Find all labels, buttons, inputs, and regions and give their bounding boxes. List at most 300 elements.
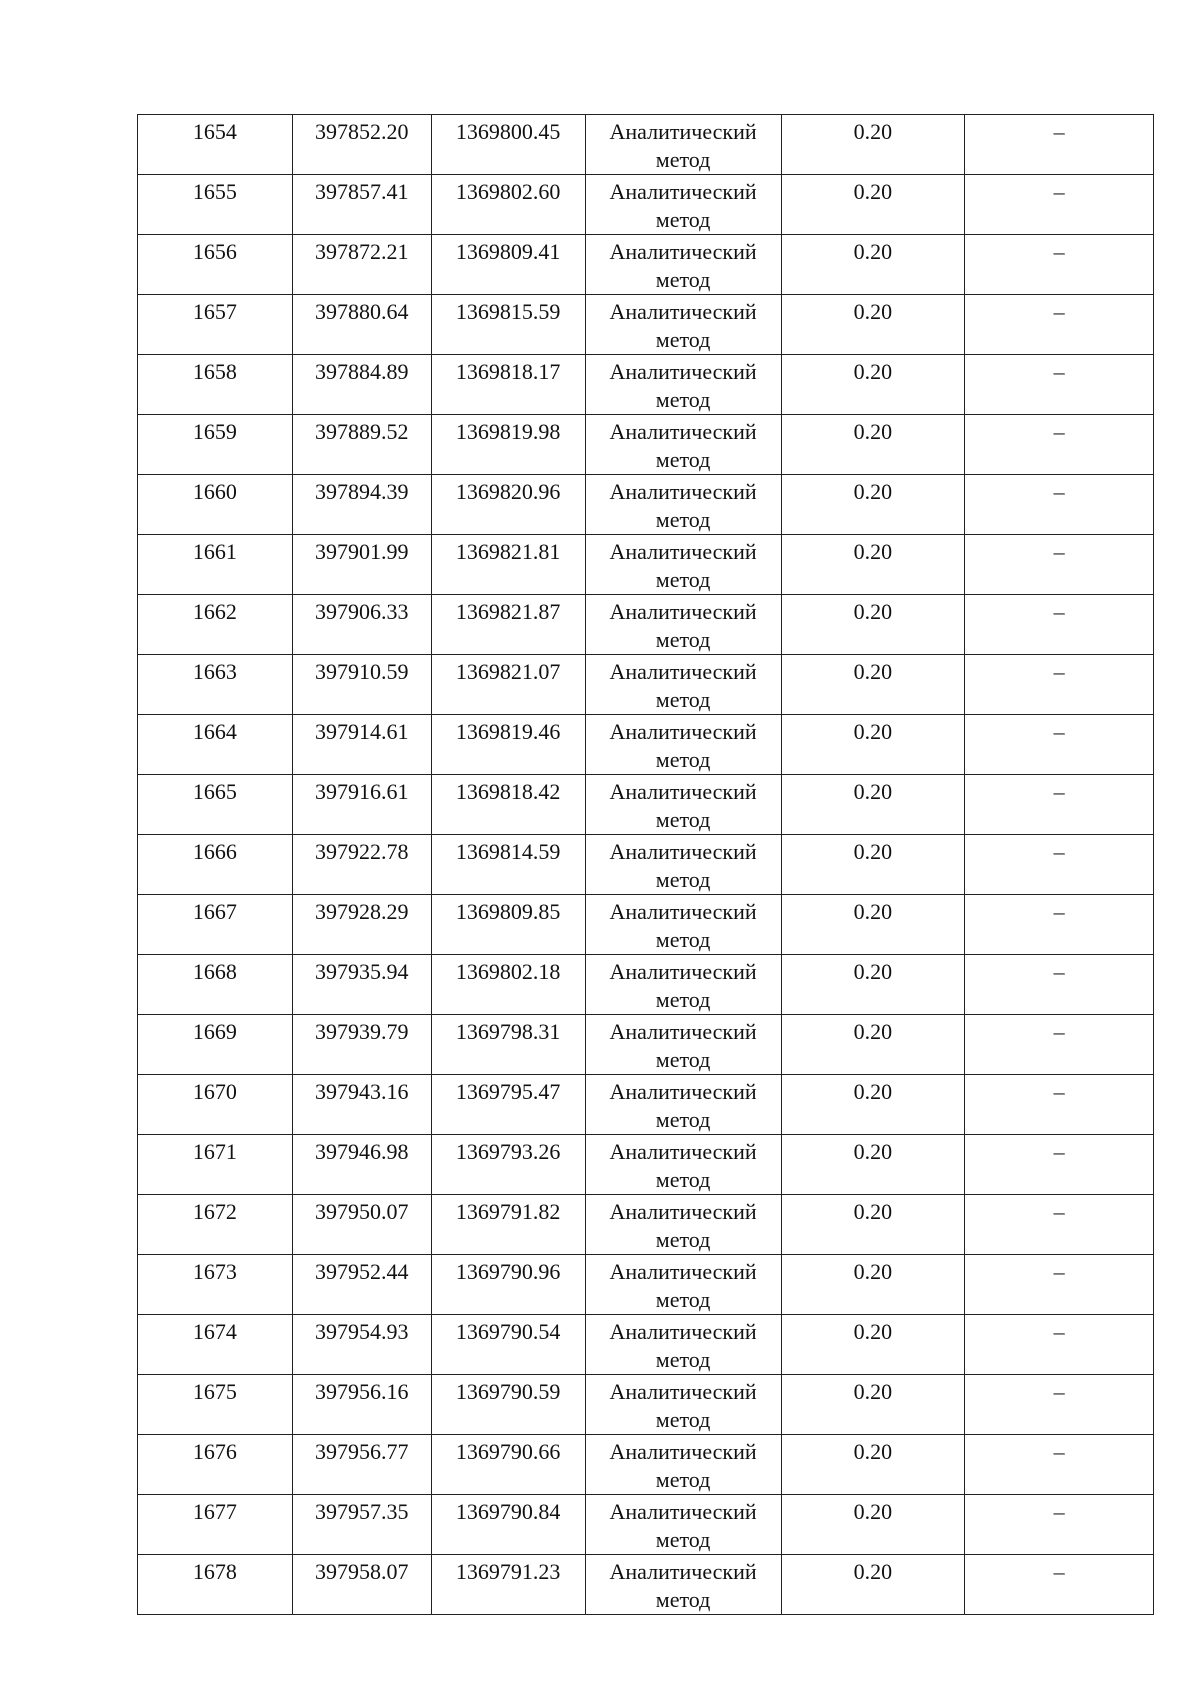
method-cell-text: Аналитический метод [609, 659, 757, 712]
table-row [138, 1195, 1154, 1255]
x-coordinate-cell-text: 397914.61 [315, 719, 409, 744]
note-cell [965, 1075, 1154, 1135]
y-coordinate-cell-text: 1369815.59 [455, 299, 561, 324]
point-number-cell [138, 415, 293, 475]
y-coordinate-cell [431, 595, 585, 655]
note-cell [965, 1375, 1154, 1435]
y-coordinate-cell [431, 1015, 585, 1075]
method-cell [585, 655, 781, 715]
method-cell [585, 1135, 781, 1195]
method-cell [585, 1015, 781, 1075]
x-coordinate-cell [292, 895, 431, 955]
y-coordinate-cell [431, 115, 585, 175]
x-coordinate-cell [292, 595, 431, 655]
note-cell [965, 1195, 1154, 1255]
point-number-cell [138, 835, 293, 895]
y-coordinate-cell [431, 355, 585, 415]
note-cell-text: – [1053, 1199, 1065, 1224]
table-row [138, 655, 1154, 715]
note-cell [965, 475, 1154, 535]
accuracy-cell-text: 0.20 [853, 419, 893, 444]
point-number-cell-text: 1663 [192, 659, 237, 684]
point-number-cell [138, 115, 293, 175]
note-cell [965, 775, 1154, 835]
point-number-cell [138, 355, 293, 415]
y-coordinate-cell-text: 1369790.96 [455, 1259, 561, 1284]
point-number-cell-text: 1665 [192, 779, 237, 804]
coordinates-table-body [138, 115, 1154, 1615]
point-number-cell [138, 1555, 293, 1615]
method-cell-text: Аналитический метод [609, 839, 757, 892]
accuracy-cell-text: 0.20 [853, 299, 893, 324]
note-cell [965, 1555, 1154, 1615]
x-coordinate-cell-text: 397935.94 [315, 959, 409, 984]
table-row [138, 535, 1154, 595]
y-coordinate-cell-text: 1369809.41 [455, 239, 561, 264]
method-cell [585, 895, 781, 955]
table-row [138, 1255, 1154, 1315]
x-coordinate-cell-text: 397910.59 [315, 659, 409, 684]
x-coordinate-cell-text: 397939.79 [315, 1019, 409, 1044]
table-row [138, 715, 1154, 775]
table-row [138, 1555, 1154, 1615]
method-cell-text: Аналитический метод [609, 299, 757, 352]
accuracy-cell-text: 0.20 [853, 779, 893, 804]
method-cell-text: Аналитический метод [609, 959, 757, 1012]
accuracy-cell [781, 835, 965, 895]
method-cell [585, 1375, 781, 1435]
point-number-cell-text: 1657 [192, 299, 237, 324]
table-row [138, 115, 1154, 175]
accuracy-cell-text: 0.20 [853, 479, 893, 504]
accuracy-cell [781, 1375, 965, 1435]
note-cell-text: – [1053, 299, 1065, 324]
x-coordinate-cell [292, 295, 431, 355]
point-number-cell-text: 1670 [192, 1079, 237, 1104]
table-row [138, 1375, 1154, 1435]
method-cell [585, 535, 781, 595]
y-coordinate-cell-text: 1369814.59 [455, 839, 561, 864]
x-coordinate-cell-text: 397880.64 [315, 299, 409, 324]
table-row [138, 1075, 1154, 1135]
note-cell [965, 655, 1154, 715]
note-cell-text: – [1053, 779, 1065, 804]
y-coordinate-cell-text: 1369795.47 [455, 1079, 561, 1104]
point-number-cell-text: 1658 [192, 359, 237, 384]
method-cell [585, 1495, 781, 1555]
method-cell [585, 1315, 781, 1375]
table-row [138, 955, 1154, 1015]
accuracy-cell-text: 0.20 [853, 959, 893, 984]
method-cell [585, 1195, 781, 1255]
accuracy-cell [781, 235, 965, 295]
note-cell [965, 235, 1154, 295]
method-cell-text: Аналитический метод [609, 1319, 757, 1372]
accuracy-cell-text: 0.20 [853, 119, 893, 144]
note-cell [965, 355, 1154, 415]
y-coordinate-cell [431, 235, 585, 295]
x-coordinate-cell-text: 397872.21 [315, 239, 409, 264]
y-coordinate-cell [431, 775, 585, 835]
table-row [138, 595, 1154, 655]
y-coordinate-cell [431, 655, 585, 715]
point-number-cell [138, 715, 293, 775]
table-row [138, 895, 1154, 955]
accuracy-cell-text: 0.20 [853, 599, 893, 624]
point-number-cell-text: 1677 [192, 1499, 237, 1524]
accuracy-cell-text: 0.20 [853, 1139, 893, 1164]
y-coordinate-cell [431, 1375, 585, 1435]
point-number-cell-text: 1674 [192, 1319, 237, 1344]
point-number-cell-text: 1675 [192, 1379, 237, 1404]
method-cell [585, 115, 781, 175]
point-number-cell-text: 1655 [192, 179, 237, 204]
x-coordinate-cell [292, 655, 431, 715]
method-cell-text: Аналитический метод [609, 719, 757, 772]
table-row [138, 1015, 1154, 1075]
method-cell-text: Аналитический метод [609, 599, 757, 652]
y-coordinate-cell [431, 835, 585, 895]
x-coordinate-cell-text: 397884.89 [315, 359, 409, 384]
x-coordinate-cell-text: 397946.98 [315, 1139, 409, 1164]
point-number-cell [138, 895, 293, 955]
x-coordinate-cell-text: 397954.93 [315, 1319, 409, 1344]
accuracy-cell [781, 955, 965, 1015]
point-number-cell-text: 1672 [192, 1199, 237, 1224]
y-coordinate-cell-text: 1369798.31 [455, 1019, 561, 1044]
note-cell-text: – [1053, 899, 1065, 924]
note-cell-text: – [1053, 839, 1065, 864]
x-coordinate-cell [292, 1075, 431, 1135]
method-cell-text: Аналитический метод [609, 899, 757, 952]
point-number-cell [138, 295, 293, 355]
method-cell-text: Аналитический метод [609, 1139, 757, 1192]
note-cell-text: – [1053, 1439, 1065, 1464]
point-number-cell [138, 1375, 293, 1435]
accuracy-cell-text: 0.20 [853, 1019, 893, 1044]
accuracy-cell-text: 0.20 [853, 1499, 893, 1524]
x-coordinate-cell-text: 397852.20 [315, 119, 409, 144]
accuracy-cell [781, 1495, 965, 1555]
x-coordinate-cell [292, 1255, 431, 1315]
table-row [138, 835, 1154, 895]
method-cell [585, 355, 781, 415]
accuracy-cell [781, 415, 965, 475]
accuracy-cell [781, 1555, 965, 1615]
y-coordinate-cell-text: 1369819.98 [455, 419, 561, 444]
accuracy-cell-text: 0.20 [853, 1379, 893, 1404]
method-cell-text: Аналитический метод [609, 779, 757, 832]
x-coordinate-cell-text: 397952.44 [315, 1259, 409, 1284]
point-number-cell-text: 1659 [192, 419, 237, 444]
table-row [138, 175, 1154, 235]
table-row [138, 355, 1154, 415]
x-coordinate-cell [292, 235, 431, 295]
point-number-cell-text: 1671 [192, 1139, 237, 1164]
point-number-cell-text: 1676 [192, 1439, 237, 1464]
method-cell-text: Аналитический метод [609, 1499, 757, 1552]
x-coordinate-cell-text: 397916.61 [315, 779, 409, 804]
y-coordinate-cell [431, 1255, 585, 1315]
method-cell-text: Аналитический метод [609, 1379, 757, 1432]
accuracy-cell [781, 295, 965, 355]
note-cell [965, 175, 1154, 235]
note-cell-text: – [1053, 179, 1065, 204]
point-number-cell [138, 775, 293, 835]
y-coordinate-cell-text: 1369793.26 [455, 1139, 561, 1164]
x-coordinate-cell [292, 115, 431, 175]
y-coordinate-cell-text: 1369790.54 [455, 1319, 561, 1344]
y-coordinate-cell-text: 1369790.59 [455, 1379, 561, 1404]
accuracy-cell [781, 1315, 965, 1375]
y-coordinate-cell-text: 1369802.18 [455, 959, 561, 984]
accuracy-cell-text: 0.20 [853, 719, 893, 744]
method-cell [585, 295, 781, 355]
x-coordinate-cell [292, 1555, 431, 1615]
y-coordinate-cell-text: 1369791.82 [455, 1199, 561, 1224]
accuracy-cell-text: 0.20 [853, 1439, 893, 1464]
table-row [138, 1135, 1154, 1195]
note-cell [965, 595, 1154, 655]
x-coordinate-cell-text: 397906.33 [315, 599, 409, 624]
accuracy-cell-text: 0.20 [853, 1199, 893, 1224]
accuracy-cell-text: 0.20 [853, 539, 893, 564]
x-coordinate-cell-text: 397957.35 [315, 1499, 409, 1524]
y-coordinate-cell [431, 1495, 585, 1555]
method-cell-text: Аналитический метод [609, 1259, 757, 1312]
point-number-cell [138, 475, 293, 535]
accuracy-cell [781, 355, 965, 415]
x-coordinate-cell [292, 415, 431, 475]
accuracy-cell [781, 655, 965, 715]
method-cell [585, 1075, 781, 1135]
note-cell [965, 115, 1154, 175]
note-cell-text: – [1053, 659, 1065, 684]
accuracy-cell [781, 1135, 965, 1195]
table-row [138, 775, 1154, 835]
point-number-cell [138, 1255, 293, 1315]
x-coordinate-cell [292, 955, 431, 1015]
point-number-cell-text: 1669 [192, 1019, 237, 1044]
accuracy-cell-text: 0.20 [853, 1559, 893, 1584]
point-number-cell [138, 1435, 293, 1495]
x-coordinate-cell [292, 1375, 431, 1435]
y-coordinate-cell [431, 1435, 585, 1495]
x-coordinate-cell-text: 397958.07 [315, 1559, 409, 1584]
point-number-cell [138, 175, 293, 235]
point-number-cell-text: 1654 [192, 119, 237, 144]
method-cell-text: Аналитический метод [609, 1079, 757, 1132]
point-number-cell-text: 1673 [192, 1259, 237, 1284]
note-cell-text: – [1053, 479, 1065, 504]
note-cell [965, 1435, 1154, 1495]
note-cell [965, 1495, 1154, 1555]
x-coordinate-cell [292, 1495, 431, 1555]
method-cell-text: Аналитический метод [609, 1559, 757, 1612]
y-coordinate-cell [431, 955, 585, 1015]
accuracy-cell [781, 595, 965, 655]
note-cell [965, 1255, 1154, 1315]
point-number-cell [138, 235, 293, 295]
x-coordinate-cell-text: 397956.16 [315, 1379, 409, 1404]
y-coordinate-cell [431, 295, 585, 355]
table-row [138, 475, 1154, 535]
point-number-cell-text: 1668 [192, 959, 237, 984]
accuracy-cell [781, 175, 965, 235]
method-cell [585, 955, 781, 1015]
y-coordinate-cell-text: 1369821.81 [455, 539, 561, 564]
note-cell [965, 415, 1154, 475]
y-coordinate-cell-text: 1369802.60 [455, 179, 561, 204]
x-coordinate-cell-text: 397894.39 [315, 479, 409, 504]
accuracy-cell-text: 0.20 [853, 239, 893, 264]
method-cell-text: Аналитический метод [609, 1199, 757, 1252]
y-coordinate-cell-text: 1369791.23 [455, 1559, 561, 1584]
accuracy-cell-text: 0.20 [853, 1259, 893, 1284]
table-row [138, 295, 1154, 355]
note-cell-text: – [1053, 1139, 1065, 1164]
accuracy-cell-text: 0.20 [853, 1319, 893, 1344]
y-coordinate-cell-text: 1369821.87 [455, 599, 561, 624]
note-cell [965, 955, 1154, 1015]
x-coordinate-cell [292, 835, 431, 895]
x-coordinate-cell [292, 535, 431, 595]
method-cell [585, 235, 781, 295]
table-row [138, 1435, 1154, 1495]
table-row [138, 1495, 1154, 1555]
coordinates-table [137, 114, 1154, 1615]
accuracy-cell [781, 1075, 965, 1135]
note-cell-text: – [1053, 1079, 1065, 1104]
accuracy-cell [781, 1255, 965, 1315]
note-cell-text: – [1053, 1259, 1065, 1284]
accuracy-cell-text: 0.20 [853, 359, 893, 384]
method-cell-text: Аналитический метод [609, 119, 757, 172]
accuracy-cell [781, 535, 965, 595]
x-coordinate-cell-text: 397943.16 [315, 1079, 409, 1104]
accuracy-cell [781, 1015, 965, 1075]
method-cell-text: Аналитический метод [609, 359, 757, 412]
x-coordinate-cell-text: 397922.78 [315, 839, 409, 864]
accuracy-cell [781, 115, 965, 175]
note-cell-text: – [1053, 359, 1065, 384]
x-coordinate-cell-text: 397901.99 [315, 539, 409, 564]
accuracy-cell [781, 775, 965, 835]
note-cell-text: – [1053, 719, 1065, 744]
y-coordinate-cell [431, 1555, 585, 1615]
point-number-cell [138, 535, 293, 595]
y-coordinate-cell [431, 715, 585, 775]
point-number-cell [138, 1195, 293, 1255]
method-cell-text: Аналитический метод [609, 539, 757, 592]
note-cell [965, 835, 1154, 895]
note-cell [965, 535, 1154, 595]
accuracy-cell-text: 0.20 [853, 179, 893, 204]
note-cell-text: – [1053, 959, 1065, 984]
table-row [138, 415, 1154, 475]
method-cell-text: Аналитический метод [609, 1019, 757, 1072]
table-row [138, 1315, 1154, 1375]
y-coordinate-cell-text: 1369809.85 [455, 899, 561, 924]
accuracy-cell-text: 0.20 [853, 839, 893, 864]
point-number-cell [138, 1315, 293, 1375]
point-number-cell [138, 655, 293, 715]
note-cell-text: – [1053, 119, 1065, 144]
method-cell [585, 595, 781, 655]
note-cell [965, 1315, 1154, 1375]
note-cell-text: – [1053, 419, 1065, 444]
note-cell [965, 715, 1154, 775]
point-number-cell-text: 1662 [192, 599, 237, 624]
point-number-cell-text: 1656 [192, 239, 237, 264]
point-number-cell [138, 595, 293, 655]
x-coordinate-cell [292, 1135, 431, 1195]
point-number-cell [138, 1015, 293, 1075]
point-number-cell-text: 1660 [192, 479, 237, 504]
accuracy-cell [781, 715, 965, 775]
y-coordinate-cell-text: 1369790.66 [455, 1439, 561, 1464]
note-cell-text: – [1053, 599, 1065, 624]
x-coordinate-cell [292, 1435, 431, 1495]
method-cell [585, 715, 781, 775]
accuracy-cell-text: 0.20 [853, 659, 893, 684]
method-cell [585, 475, 781, 535]
y-coordinate-cell [431, 1315, 585, 1375]
note-cell-text: – [1053, 1559, 1065, 1584]
x-coordinate-cell [292, 775, 431, 835]
method-cell [585, 835, 781, 895]
method-cell-text: Аналитический метод [609, 1439, 757, 1492]
x-coordinate-cell [292, 475, 431, 535]
x-coordinate-cell [292, 1315, 431, 1375]
accuracy-cell-text: 0.20 [853, 1079, 893, 1104]
y-coordinate-cell [431, 475, 585, 535]
x-coordinate-cell [292, 355, 431, 415]
point-number-cell [138, 955, 293, 1015]
accuracy-cell [781, 895, 965, 955]
x-coordinate-cell-text: 397928.29 [315, 899, 409, 924]
y-coordinate-cell [431, 1195, 585, 1255]
method-cell [585, 175, 781, 235]
point-number-cell-text: 1678 [192, 1559, 237, 1584]
x-coordinate-cell-text: 397950.07 [315, 1199, 409, 1224]
method-cell-text: Аналитический метод [609, 239, 757, 292]
y-coordinate-cell-text: 1369819.46 [455, 719, 561, 744]
y-coordinate-cell-text: 1369818.42 [455, 779, 561, 804]
method-cell [585, 415, 781, 475]
x-coordinate-cell-text: 397956.77 [315, 1439, 409, 1464]
note-cell-text: – [1053, 1379, 1065, 1404]
note-cell-text: – [1053, 539, 1065, 564]
method-cell-text: Аналитический метод [609, 479, 757, 532]
x-coordinate-cell-text: 397857.41 [315, 179, 409, 204]
y-coordinate-cell-text: 1369821.07 [455, 659, 561, 684]
note-cell [965, 895, 1154, 955]
point-number-cell-text: 1666 [192, 839, 237, 864]
point-number-cell-text: 1667 [192, 899, 237, 924]
method-cell [585, 1255, 781, 1315]
note-cell [965, 1135, 1154, 1195]
note-cell-text: – [1053, 239, 1065, 264]
accuracy-cell [781, 1435, 965, 1495]
method-cell-text: Аналитический метод [609, 419, 757, 472]
y-coordinate-cell-text: 1369790.84 [455, 1499, 561, 1524]
y-coordinate-cell [431, 1135, 585, 1195]
note-cell-text: – [1053, 1499, 1065, 1524]
method-cell [585, 1555, 781, 1615]
x-coordinate-cell [292, 1195, 431, 1255]
accuracy-cell [781, 475, 965, 535]
